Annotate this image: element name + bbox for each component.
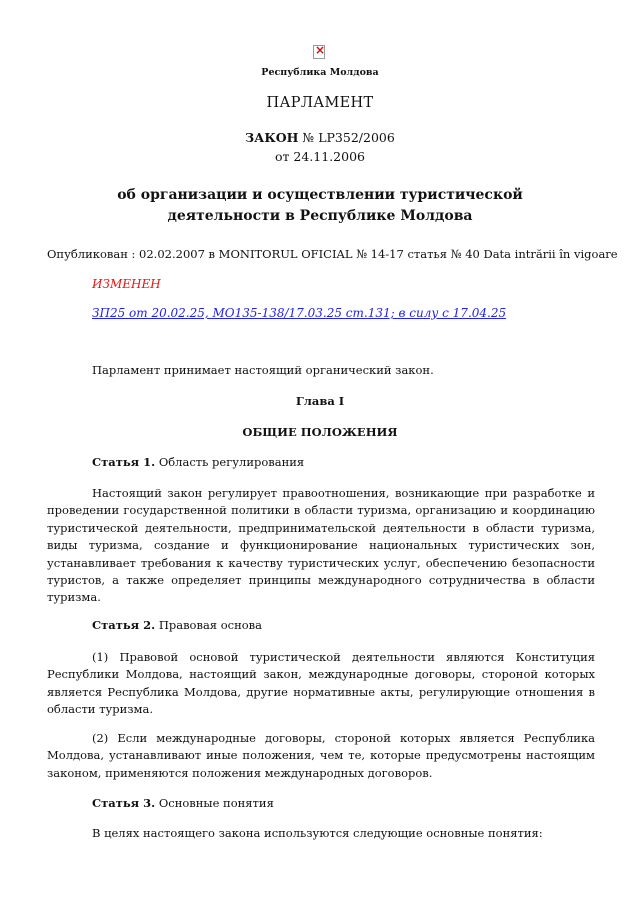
article-3-title: Основные понятия	[158, 796, 274, 810]
law-label: ЗАКОН	[245, 130, 299, 145]
authority-title: ПАРЛАМЕНТ	[266, 95, 374, 111]
article-2-paragraph-1: (1) Правовой основой туристической деятельности являются Конституция Республики Молдова, настоящий закон, международные договоры, стороной которых является Республика Молдова, другие нормативные акты, регулирующие отношения в области туризма.	[47, 650, 595, 717]
article-2-paragraph-2: (2) Если международные договоры, стороной которых является Республика Молдова, устанавливают иные положения, чем те, которые предусмотрены настоящим законом, применяются положения международных договоров.	[47, 731, 595, 780]
article-1-paragraph-1: Настоящий закон регулирует правоотношения, возникающие при разработке и проведении государственной политики в области туризма, организацию и координацию туристической деятельности, предпринимательской деятельности в области туризма, виды туризма, создание и функционирование национальных туристических зон, устанавливает требования к качеству туристических услуг, обеспечению безопасности туристов, а также определяет принципы международного сотрудничества в области туризма.	[47, 486, 595, 605]
publication-info: Опубликован : 02.02.2007 в MONITORUL OFICIAL № 14-17 статья № 40 Data intrării în vigoare	[47, 247, 618, 261]
preamble: Парламент принимает настоящий органический закон.	[92, 363, 434, 377]
republic-label: Республика Молдова	[261, 67, 379, 78]
amended-status: ИЗМЕНЕН	[92, 277, 161, 291]
article-1-heading	[92, 455, 304, 469]
article-2-label: Статья 2.	[92, 618, 156, 632]
law-title-line-2: деятельности в Республике Молдова	[167, 208, 473, 224]
article-3-paragraph-1: В целях настоящего закона используются следующие основные понятия:	[92, 826, 543, 840]
article-1-title: Область регулирования	[158, 455, 305, 469]
chapter-heading: Глава I	[295, 394, 345, 408]
chapter-title: ОБЩИЕ ПОЛОЖЕНИЯ	[242, 425, 398, 439]
law-title	[0, 185, 640, 227]
law-number	[0, 130, 640, 145]
law-title-line-1: об организации и осуществлении туристической	[117, 187, 523, 203]
amendment-link[interactable]: ЗП25 от 20.02.25, MO135-138/17.03.25 ст.131; в силу с 17.04.25	[92, 306, 507, 320]
article-2-heading	[92, 618, 262, 632]
law-date: от 24.11.2006	[275, 149, 365, 164]
article-3-heading	[92, 796, 274, 810]
broken-image-icon	[313, 45, 325, 59]
article-3-label: Статья 3.	[92, 796, 156, 810]
article-1-label: Статья 1.	[92, 455, 156, 469]
law-number-value: № LP352/2006	[302, 130, 395, 145]
article-2-title: Правовая основа	[158, 618, 262, 632]
